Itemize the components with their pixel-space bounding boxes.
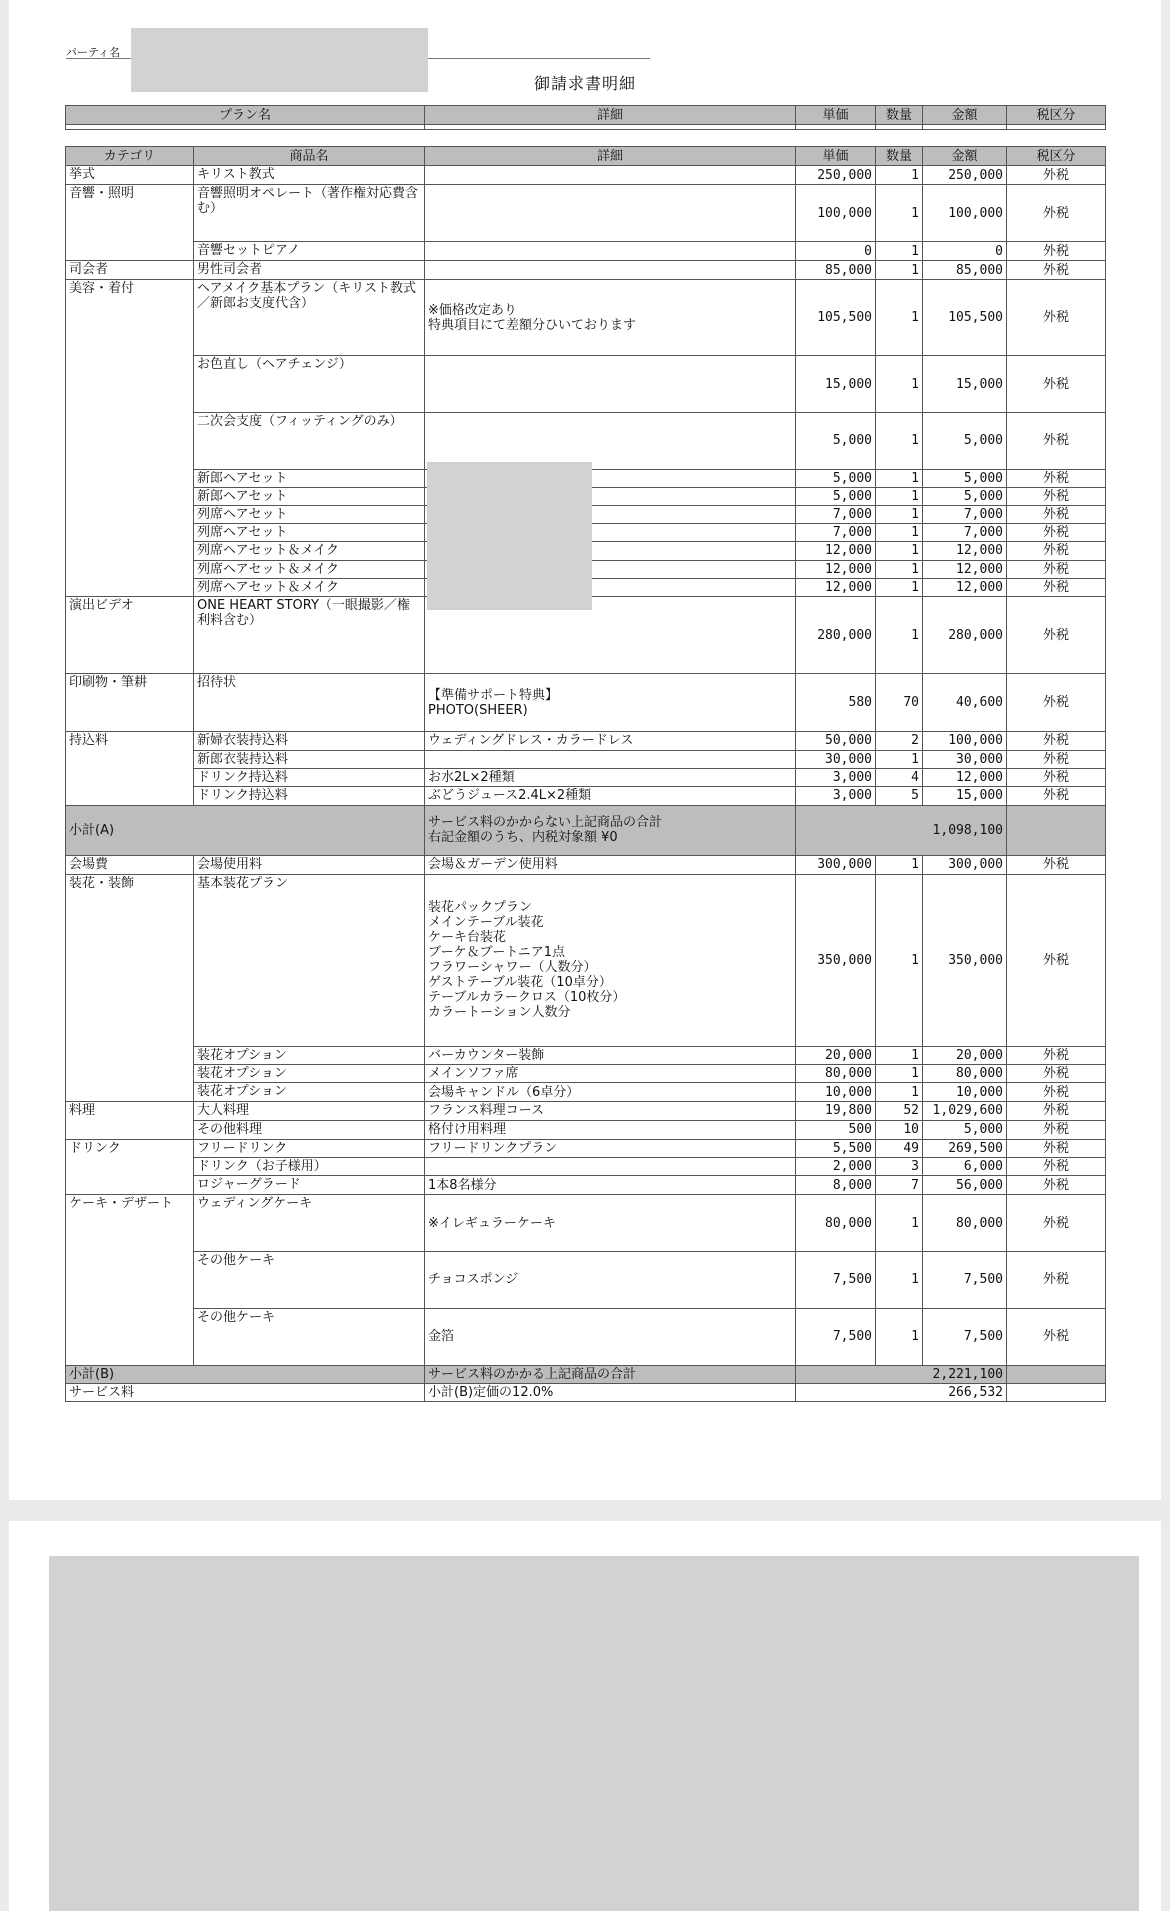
table-row bbox=[66, 1120, 1106, 1139]
category-cell bbox=[66, 506, 194, 524]
unit-price-cell: 100,000 bbox=[796, 185, 876, 242]
service-fee-tax bbox=[1007, 1383, 1106, 1401]
service-fee-amount: 266,532 bbox=[796, 1383, 1007, 1401]
table-row bbox=[66, 1065, 1106, 1083]
unit-price-cell: 300,000 bbox=[796, 855, 876, 874]
tax-type-cell: 外税 bbox=[1007, 597, 1106, 674]
quantity-cell: 1 bbox=[876, 506, 923, 524]
quantity-cell: 70 bbox=[876, 674, 923, 732]
amount-cell: 5,000 bbox=[923, 487, 1007, 505]
category-cell: 美容・着付 bbox=[66, 280, 194, 356]
detail-cell: 会場キャンドル（6卓分） bbox=[425, 1083, 796, 1102]
table-row bbox=[66, 1047, 1106, 1065]
item-name-cell: 新郎ヘアセット bbox=[194, 469, 425, 487]
item-name-cell: 招待状 bbox=[194, 674, 425, 732]
unit-price-cell: 5,000 bbox=[796, 487, 876, 505]
tax-type-cell: 外税 bbox=[1007, 469, 1106, 487]
category-cell: 演出ビデオ bbox=[66, 597, 194, 674]
unit-price-cell: 3,000 bbox=[796, 768, 876, 786]
col-qty: 数量 bbox=[876, 147, 923, 166]
amount-cell: 100,000 bbox=[923, 731, 1007, 750]
table-row bbox=[66, 242, 1106, 261]
unit-price-cell: 580 bbox=[796, 674, 876, 732]
item-name-cell: 新婦衣装持込料 bbox=[194, 731, 425, 750]
subtotal-a-tax bbox=[1007, 805, 1106, 855]
item-name-cell: ドリンク持込料 bbox=[194, 768, 425, 786]
category-cell bbox=[66, 487, 194, 505]
unit-price-cell: 3,000 bbox=[796, 786, 876, 805]
amount-cell: 15,000 bbox=[923, 786, 1007, 805]
unit-price-cell: 8,000 bbox=[796, 1176, 876, 1195]
unit-price-cell: 80,000 bbox=[796, 1065, 876, 1083]
quantity-cell: 1 bbox=[876, 524, 923, 542]
amount-cell: 7,000 bbox=[923, 524, 1007, 542]
detail-cell bbox=[425, 260, 796, 279]
tax-type-cell: 外税 bbox=[1007, 560, 1106, 578]
quantity-cell: 3 bbox=[876, 1158, 923, 1176]
tax-type-cell: 外税 bbox=[1007, 506, 1106, 524]
tax-type-cell: 外税 bbox=[1007, 855, 1106, 874]
detail-cell: ぶどうジュース2.4L×2種類 bbox=[425, 786, 796, 805]
item-name-cell: ロジャーグラード bbox=[194, 1176, 425, 1195]
category-cell bbox=[66, 1308, 194, 1365]
tax-type-cell: 外税 bbox=[1007, 786, 1106, 805]
category-cell bbox=[66, 413, 194, 470]
amount-cell: 30,000 bbox=[923, 750, 1007, 768]
table-row bbox=[66, 731, 1106, 750]
amount-cell: 7,000 bbox=[923, 506, 1007, 524]
quantity-cell: 1 bbox=[876, 1252, 923, 1309]
tax-type-cell: 外税 bbox=[1007, 578, 1106, 597]
category-cell bbox=[66, 1083, 194, 1102]
tax-type-cell: 外税 bbox=[1007, 260, 1106, 279]
col-item: 商品名 bbox=[194, 147, 425, 166]
subtotal-b-row bbox=[66, 1365, 1106, 1383]
amount-cell: 0 bbox=[923, 242, 1007, 261]
quantity-cell: 1 bbox=[876, 413, 923, 470]
amount-cell: 5,000 bbox=[923, 1120, 1007, 1139]
detail-cell bbox=[425, 185, 796, 242]
tax-type-cell: 外税 bbox=[1007, 674, 1106, 732]
category-cell: 司会者 bbox=[66, 260, 194, 279]
amount-cell: 7,500 bbox=[923, 1252, 1007, 1309]
col-detail: 詳細 bbox=[425, 147, 796, 166]
tax-type-cell: 外税 bbox=[1007, 1047, 1106, 1065]
detail-cell: フリードリンクプラン bbox=[425, 1139, 796, 1158]
detail-cell: 格付け用料理 bbox=[425, 1120, 796, 1139]
party-name-label: パーティ名 bbox=[66, 46, 121, 59]
subtotal-a-amount: 1,098,100 bbox=[796, 805, 1007, 855]
detail-cell bbox=[425, 1158, 796, 1176]
item-name-cell: 装花オプション bbox=[194, 1047, 425, 1065]
tax-type-cell: 外税 bbox=[1007, 413, 1106, 470]
amount-cell: 300,000 bbox=[923, 855, 1007, 874]
amount-cell: 40,600 bbox=[923, 674, 1007, 732]
item-name-cell: 二次会支度（フィッティングのみ） bbox=[194, 413, 425, 470]
category-cell bbox=[66, 469, 194, 487]
category-cell bbox=[66, 524, 194, 542]
service-fee-row bbox=[66, 1383, 1106, 1401]
category-cell: 音響・照明 bbox=[66, 185, 194, 242]
detail-cell bbox=[425, 356, 796, 413]
amount-cell: 105,500 bbox=[923, 280, 1007, 356]
category-cell bbox=[66, 768, 194, 786]
quantity-cell: 52 bbox=[876, 1102, 923, 1121]
unit-price-cell: 20,000 bbox=[796, 1047, 876, 1065]
detail-cell: バーカウンター装飾 bbox=[425, 1047, 796, 1065]
table-row bbox=[66, 855, 1106, 874]
table-row bbox=[66, 1083, 1106, 1102]
amount-cell: 5,000 bbox=[923, 469, 1007, 487]
tax-type-cell: 外税 bbox=[1007, 768, 1106, 786]
plan-table bbox=[65, 105, 1106, 130]
tax-type-cell: 外税 bbox=[1007, 487, 1106, 505]
quantity-cell: 2 bbox=[876, 731, 923, 750]
category-cell bbox=[66, 242, 194, 261]
unit-price-cell: 105,500 bbox=[796, 280, 876, 356]
col-amount: 金額 bbox=[923, 147, 1007, 166]
item-name-cell: 列席ヘアセット bbox=[194, 524, 425, 542]
quantity-cell: 1 bbox=[876, 560, 923, 578]
amount-cell: 5,000 bbox=[923, 413, 1007, 470]
quantity-cell: 1 bbox=[876, 242, 923, 261]
subtotal-b-label: 小計(B) bbox=[66, 1365, 425, 1383]
item-name-cell: その他料理 bbox=[194, 1120, 425, 1139]
category-cell: ケーキ・デザート bbox=[66, 1195, 194, 1252]
tax-type-cell: 外税 bbox=[1007, 1139, 1106, 1158]
item-name-cell: 新郎衣装持込料 bbox=[194, 750, 425, 768]
quantity-cell: 1 bbox=[876, 166, 923, 185]
item-name-cell: その他ケーキ bbox=[194, 1252, 425, 1309]
table-row bbox=[66, 185, 1106, 242]
unit-price-cell: 10,000 bbox=[796, 1083, 876, 1102]
unit-price-cell: 5,000 bbox=[796, 413, 876, 470]
category-cell: 印刷物・筆耕 bbox=[66, 674, 194, 732]
item-name-cell: 列席ヘアセット＆メイク bbox=[194, 542, 425, 560]
tax-type-cell: 外税 bbox=[1007, 1176, 1106, 1195]
item-name-cell: 大人料理 bbox=[194, 1102, 425, 1121]
table-row bbox=[66, 1176, 1106, 1195]
tax-type-cell: 外税 bbox=[1007, 1308, 1106, 1365]
unit-price-cell: 7,500 bbox=[796, 1252, 876, 1309]
item-name-cell: ONE HEART STORY（一眼撮影／権利料含む） bbox=[194, 597, 425, 674]
detail-cell bbox=[425, 750, 796, 768]
category-cell: 会場費 bbox=[66, 855, 194, 874]
quantity-cell: 10 bbox=[876, 1120, 923, 1139]
tax-type-cell: 外税 bbox=[1007, 542, 1106, 560]
amount-cell: 56,000 bbox=[923, 1176, 1007, 1195]
amount-cell: 12,000 bbox=[923, 768, 1007, 786]
item-name-cell: その他ケーキ bbox=[194, 1308, 425, 1365]
unit-price-cell: 280,000 bbox=[796, 597, 876, 674]
subtotal-a-row bbox=[66, 805, 1106, 855]
table-row bbox=[66, 1252, 1106, 1309]
category-cell bbox=[66, 1120, 194, 1139]
plan-col-tax: 税区分 bbox=[1007, 106, 1106, 125]
quantity-cell: 1 bbox=[876, 542, 923, 560]
quantity-cell: 1 bbox=[876, 597, 923, 674]
quantity-cell: 5 bbox=[876, 786, 923, 805]
category-cell: 挙式 bbox=[66, 166, 194, 185]
page-title: 御請求書明細 bbox=[533, 74, 636, 93]
item-name-cell: 新郎ヘアセット bbox=[194, 487, 425, 505]
detail-cell: お水2L×2種類 bbox=[425, 768, 796, 786]
item-name-cell: 男性司会者 bbox=[194, 260, 425, 279]
amount-cell: 12,000 bbox=[923, 560, 1007, 578]
item-name-cell: キリスト教式 bbox=[194, 166, 425, 185]
unit-price-cell: 80,000 bbox=[796, 1195, 876, 1252]
quantity-cell: 1 bbox=[876, 1083, 923, 1102]
detail-cell: ウェディングドレス・カラードレス bbox=[425, 731, 796, 750]
unit-price-cell: 7,500 bbox=[796, 1308, 876, 1365]
quantity-cell: 49 bbox=[876, 1139, 923, 1158]
category-cell bbox=[66, 542, 194, 560]
quantity-cell: 1 bbox=[876, 260, 923, 279]
item-name-cell: ドリンク（お子様用） bbox=[194, 1158, 425, 1176]
quantity-cell: 1 bbox=[876, 1065, 923, 1083]
quantity-cell: 1 bbox=[876, 1308, 923, 1365]
unit-price-cell: 30,000 bbox=[796, 750, 876, 768]
unit-price-cell: 250,000 bbox=[796, 166, 876, 185]
table-row bbox=[66, 768, 1106, 786]
category-cell bbox=[66, 1158, 194, 1176]
item-name-cell: 列席ヘアセット＆メイク bbox=[194, 560, 425, 578]
item-name-cell: 音響照明オペレート（著作権対応費含む） bbox=[194, 185, 425, 242]
tax-type-cell: 外税 bbox=[1007, 524, 1106, 542]
category-cell bbox=[66, 1252, 194, 1309]
table-row bbox=[66, 1158, 1106, 1176]
quantity-cell: 1 bbox=[876, 1195, 923, 1252]
tax-type-cell: 外税 bbox=[1007, 750, 1106, 768]
tax-type-cell: 外税 bbox=[1007, 280, 1106, 356]
subtotal-b-detail: サービス料のかかる上記商品の合計 bbox=[425, 1365, 796, 1383]
tax-type-cell: 外税 bbox=[1007, 1195, 1106, 1252]
detail-cell bbox=[425, 242, 796, 261]
amount-cell: 100,000 bbox=[923, 185, 1007, 242]
table-row bbox=[66, 1102, 1106, 1121]
detail-cell bbox=[425, 413, 796, 470]
amount-cell: 12,000 bbox=[923, 542, 1007, 560]
category-cell bbox=[66, 578, 194, 597]
amount-cell: 350,000 bbox=[923, 874, 1007, 1046]
category-cell bbox=[66, 560, 194, 578]
category-cell bbox=[66, 786, 194, 805]
item-name-cell: ヘアメイク基本プラン（キリスト教式／新郎お支度代含） bbox=[194, 280, 425, 356]
table-row bbox=[66, 260, 1106, 279]
category-cell bbox=[66, 1065, 194, 1083]
quantity-cell: 1 bbox=[876, 280, 923, 356]
detail-cell: フランス料理コース bbox=[425, 1102, 796, 1121]
second-page bbox=[9, 1521, 1161, 1911]
quantity-cell: 1 bbox=[876, 487, 923, 505]
category-cell bbox=[66, 1176, 194, 1195]
item-name-cell: 列席ヘアセット＆メイク bbox=[194, 578, 425, 597]
col-category: カテゴリ bbox=[66, 147, 194, 166]
unit-price-cell: 2,000 bbox=[796, 1158, 876, 1176]
detail-cell: メインソファ席 bbox=[425, 1065, 796, 1083]
detail-cell: 装花パックプラン メインテーブル装花 ケーキ台装花 ブーケ＆ブートニア1点 フラワーシャワー（人数分） ゲストテーブル装花（10卓分） テーブルカラークロス（10枚分） カラートーション人数分 bbox=[425, 874, 796, 1046]
quantity-cell: 1 bbox=[876, 1047, 923, 1065]
quantity-cell: 1 bbox=[876, 185, 923, 242]
subtotal-a-detail: サービス料のかからない上記商品の合計 右記金額のうち、内税対象額 ¥0 bbox=[425, 805, 796, 855]
service-fee-detail: 小計(B)定価の12.0% bbox=[425, 1383, 796, 1401]
category-cell: 料理 bbox=[66, 1102, 194, 1121]
subtotal-a-label: 小計(A) bbox=[66, 805, 425, 855]
tax-type-cell: 外税 bbox=[1007, 166, 1106, 185]
amount-cell: 12,000 bbox=[923, 578, 1007, 597]
unit-price-cell: 50,000 bbox=[796, 731, 876, 750]
category-cell bbox=[66, 1047, 194, 1065]
plan-col-price: 単価 bbox=[796, 106, 876, 125]
amount-cell: 1,029,600 bbox=[923, 1102, 1007, 1121]
detail-cell: 会場＆ガーデン使用料 bbox=[425, 855, 796, 874]
detail-cell: ※価格改定あり 特典項目にて差額分ひいております bbox=[425, 280, 796, 356]
item-name-cell: 列席ヘアセット bbox=[194, 506, 425, 524]
tax-type-cell: 外税 bbox=[1007, 1120, 1106, 1139]
item-name-cell: 基本装花プラン bbox=[194, 874, 425, 1046]
unit-price-cell: 85,000 bbox=[796, 260, 876, 279]
tax-type-cell: 外税 bbox=[1007, 1158, 1106, 1176]
unit-price-cell: 12,000 bbox=[796, 578, 876, 597]
unit-price-cell: 7,000 bbox=[796, 506, 876, 524]
tax-type-cell: 外税 bbox=[1007, 242, 1106, 261]
quantity-cell: 1 bbox=[876, 356, 923, 413]
tax-type-cell: 外税 bbox=[1007, 1065, 1106, 1083]
unit-price-cell: 5,500 bbox=[796, 1139, 876, 1158]
tax-type-cell: 外税 bbox=[1007, 731, 1106, 750]
subtotal-b-tax bbox=[1007, 1365, 1106, 1383]
plan-col-detail: 詳細 bbox=[425, 106, 796, 125]
item-name-cell: 会場使用料 bbox=[194, 855, 425, 874]
tax-type-cell: 外税 bbox=[1007, 356, 1106, 413]
quantity-cell: 1 bbox=[876, 469, 923, 487]
unit-price-cell: 12,000 bbox=[796, 542, 876, 560]
unit-price-cell: 350,000 bbox=[796, 874, 876, 1046]
unit-price-cell: 500 bbox=[796, 1120, 876, 1139]
item-name-cell: お色直し（ヘアチェンジ） bbox=[194, 356, 425, 413]
service-fee-label: サービス料 bbox=[66, 1383, 425, 1401]
amount-cell: 85,000 bbox=[923, 260, 1007, 279]
tax-type-cell: 外税 bbox=[1007, 185, 1106, 242]
tax-type-cell: 外税 bbox=[1007, 874, 1106, 1046]
category-cell: 持込料 bbox=[66, 731, 194, 750]
quantity-cell: 4 bbox=[876, 768, 923, 786]
detail-cell: 金箔 bbox=[425, 1308, 796, 1365]
col-price: 単価 bbox=[796, 147, 876, 166]
unit-price-cell: 5,000 bbox=[796, 469, 876, 487]
table-row bbox=[66, 750, 1106, 768]
plan-col-name: プラン名 bbox=[66, 106, 425, 125]
amount-cell: 280,000 bbox=[923, 597, 1007, 674]
table-row bbox=[66, 166, 1106, 185]
col-tax: 税区分 bbox=[1007, 147, 1106, 166]
unit-price-cell: 19,800 bbox=[796, 1102, 876, 1121]
item-name-cell: 音響セットピアノ bbox=[194, 242, 425, 261]
amount-cell: 7,500 bbox=[923, 1308, 1007, 1365]
detail-cell bbox=[425, 166, 796, 185]
subtotal-b-amount: 2,221,100 bbox=[796, 1365, 1007, 1383]
item-name-cell: ウェディングケーキ bbox=[194, 1195, 425, 1252]
unit-price-cell: 7,000 bbox=[796, 524, 876, 542]
redacted-area bbox=[49, 1556, 1139, 1911]
category-cell bbox=[66, 356, 194, 413]
item-name-cell: 装花オプション bbox=[194, 1083, 425, 1102]
detail-table bbox=[65, 146, 1106, 1402]
item-name-cell: フリードリンク bbox=[194, 1139, 425, 1158]
category-cell: ドリンク bbox=[66, 1139, 194, 1158]
item-name-cell: 装花オプション bbox=[194, 1065, 425, 1083]
quantity-cell: 1 bbox=[876, 874, 923, 1046]
category-cell bbox=[66, 750, 194, 768]
redacted-detail-block bbox=[427, 462, 592, 610]
item-name-cell: ドリンク持込料 bbox=[194, 786, 425, 805]
table-row bbox=[66, 874, 1106, 1046]
table-row bbox=[66, 1308, 1106, 1365]
amount-cell: 269,500 bbox=[923, 1139, 1007, 1158]
unit-price-cell: 15,000 bbox=[796, 356, 876, 413]
table-row bbox=[66, 356, 1106, 413]
amount-cell: 250,000 bbox=[923, 166, 1007, 185]
detail-cell: 1本8名様分 bbox=[425, 1176, 796, 1195]
quantity-cell: 7 bbox=[876, 1176, 923, 1195]
detail-cell: 【準備サポート特典】 PHOTO(SHEER) bbox=[425, 674, 796, 732]
table-row bbox=[66, 786, 1106, 805]
quantity-cell: 1 bbox=[876, 855, 923, 874]
table-row bbox=[66, 1195, 1106, 1252]
tax-type-cell: 外税 bbox=[1007, 1102, 1106, 1121]
quantity-cell: 1 bbox=[876, 750, 923, 768]
amount-cell: 80,000 bbox=[923, 1065, 1007, 1083]
amount-cell: 6,000 bbox=[923, 1158, 1007, 1176]
detail-cell: ※イレギュラーケーキ bbox=[425, 1195, 796, 1252]
detail-cell: チョコスポンジ bbox=[425, 1252, 796, 1309]
table-row bbox=[66, 674, 1106, 732]
unit-price-cell: 0 bbox=[796, 242, 876, 261]
table-row bbox=[66, 280, 1106, 356]
plan-col-qty: 数量 bbox=[876, 106, 923, 125]
tax-type-cell: 外税 bbox=[1007, 1252, 1106, 1309]
tax-type-cell: 外税 bbox=[1007, 1083, 1106, 1102]
category-cell: 装花・装飾 bbox=[66, 874, 194, 1046]
amount-cell: 80,000 bbox=[923, 1195, 1007, 1252]
table-row bbox=[66, 1139, 1106, 1158]
amount-cell: 15,000 bbox=[923, 356, 1007, 413]
unit-price-cell: 12,000 bbox=[796, 560, 876, 578]
plan-col-amount: 金額 bbox=[923, 106, 1007, 125]
quantity-cell: 1 bbox=[876, 578, 923, 597]
amount-cell: 10,000 bbox=[923, 1083, 1007, 1102]
amount-cell: 20,000 bbox=[923, 1047, 1007, 1065]
table-row bbox=[66, 413, 1106, 470]
